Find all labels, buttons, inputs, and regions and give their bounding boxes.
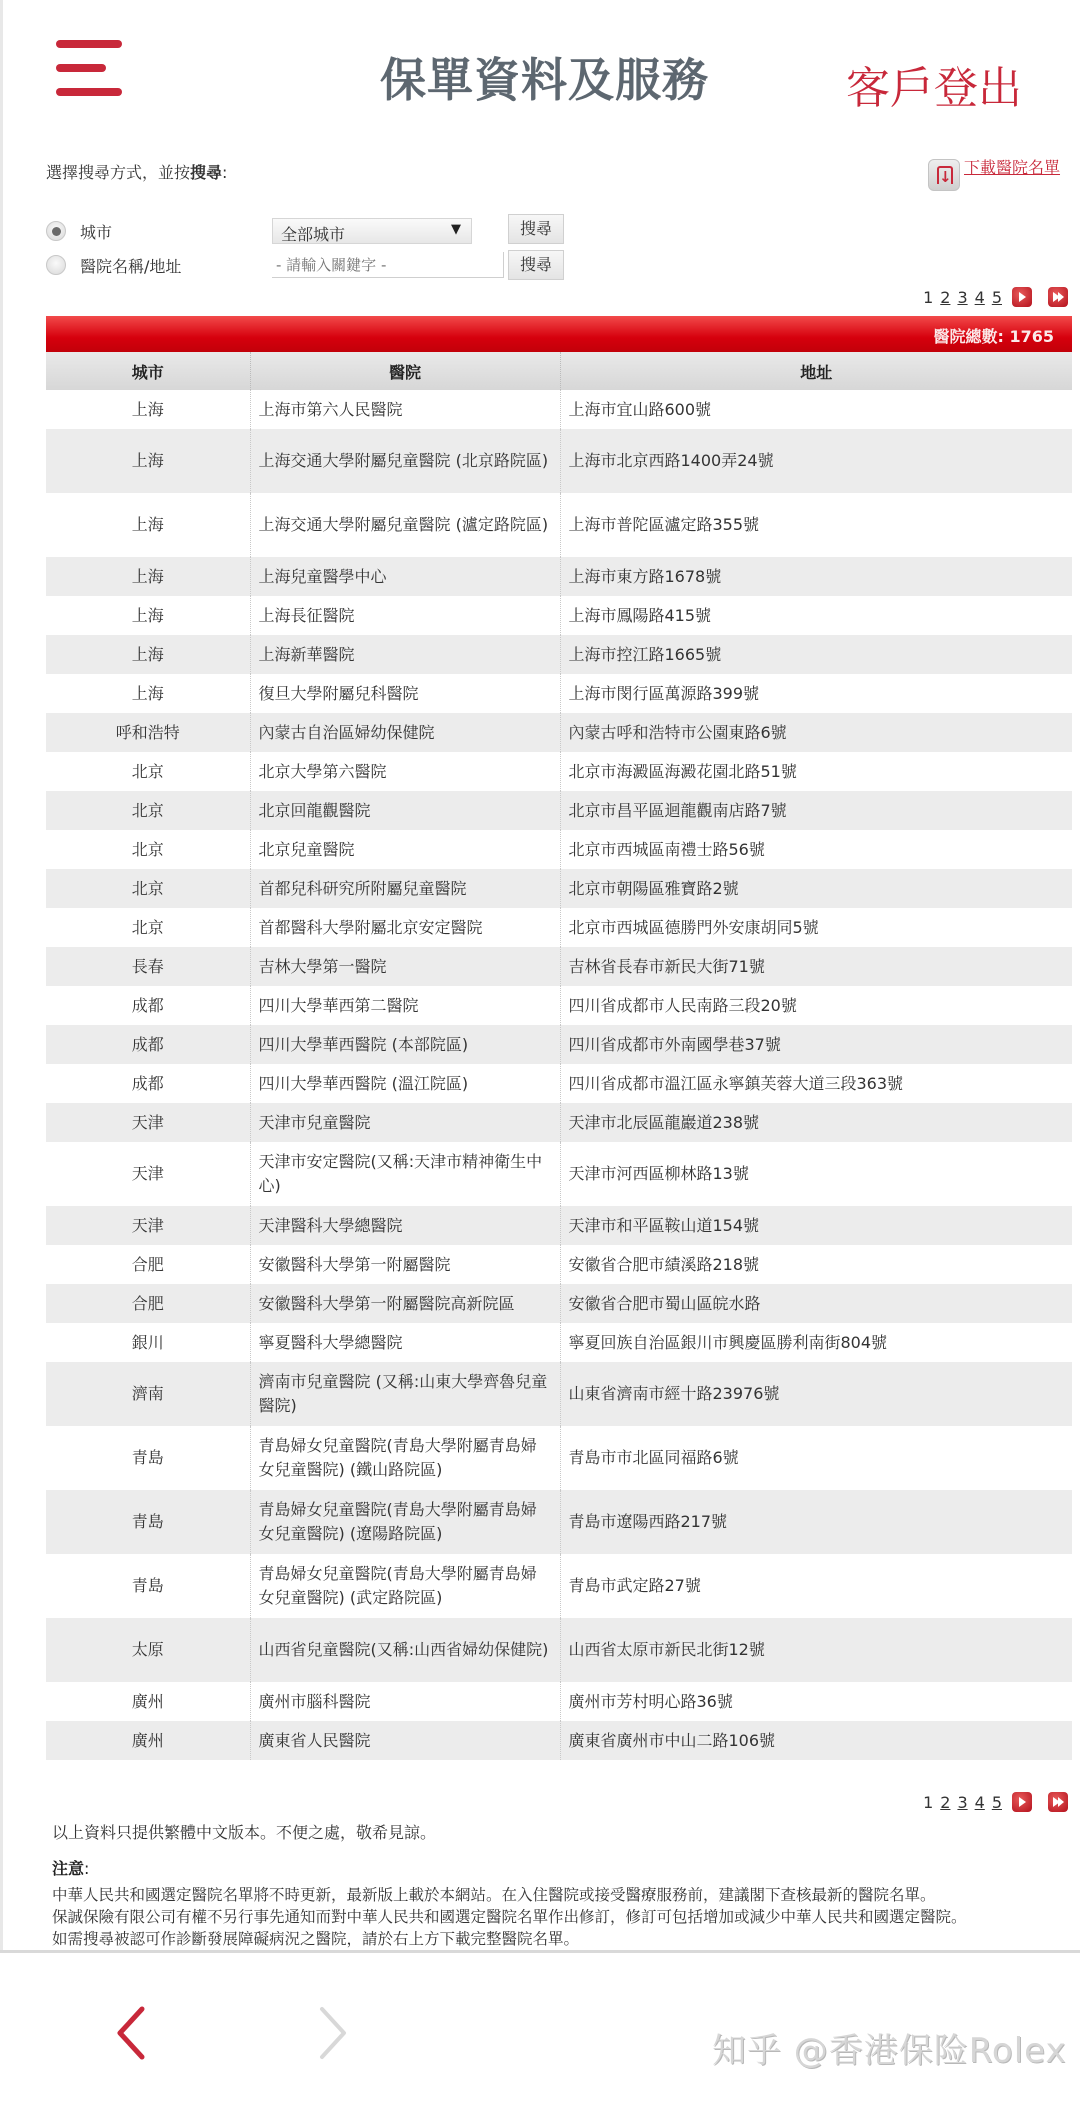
hospital-cell: 青島婦女兒童醫院(青島大學附屬青島婦女兒童醫院) (鐵山路院區) xyxy=(250,1426,560,1490)
hospital-cell: 青島婦女兒童醫院(青島大學附屬青島婦女兒童醫院) (遼陽路院區) xyxy=(250,1490,560,1554)
download-hospital-list-link[interactable] xyxy=(928,155,1060,189)
city-cell: 濟南 xyxy=(46,1362,250,1426)
city-cell: 呼和浩特 xyxy=(46,713,250,752)
dropdown-arrow-icon: ▼ xyxy=(451,222,461,237)
watermark: 知乎 @香港保险Rolex xyxy=(712,2031,1067,2071)
hospital-cell: 天津市安定醫院(又稱:天津市精神衛生中心) xyxy=(250,1142,560,1206)
city-cell: 上海 xyxy=(46,390,250,429)
search-option-city xyxy=(46,216,113,246)
address-cell: 上海市宜山路600號 xyxy=(560,390,1072,429)
city-cell: 上海 xyxy=(46,493,250,557)
table-title-bar xyxy=(46,316,1072,352)
search-option-keyword xyxy=(46,250,182,280)
city-select-value: 全部城市 xyxy=(281,225,346,244)
page-3[interactable]: 3 xyxy=(957,1792,968,1812)
address-cell: 天津市河西區柳林路13號 xyxy=(560,1142,1072,1206)
page-2[interactable]: 2 xyxy=(940,1792,951,1812)
instruction-colon: : xyxy=(222,163,228,182)
search-instruction xyxy=(46,160,227,183)
keyword-radio-label: 醫院名稱/地址 xyxy=(80,256,182,276)
table-row xyxy=(46,1323,1072,1362)
hospital-cell: 上海交通大學附屬兒童醫院 (瀘定路院區) xyxy=(250,493,560,557)
keyword-radio[interactable] xyxy=(46,255,66,275)
hospital-cell: 安徽醫科大學第一附屬醫院 xyxy=(250,1245,560,1284)
page-5[interactable]: 5 xyxy=(991,1792,1002,1812)
logout-button[interactable]: 客戶登出 xyxy=(846,63,1022,114)
table-row xyxy=(46,791,1072,830)
address-cell: 四川省成都市溫江區永寧鎮芙蓉大道三段363號 xyxy=(560,1064,1072,1103)
address-cell: 吉林省長春市新民大街71號 xyxy=(560,947,1072,986)
table-row xyxy=(46,1618,1072,1682)
pagination-bottom xyxy=(916,1790,1068,1814)
table-row xyxy=(46,1103,1072,1142)
city-cell: 北京 xyxy=(46,752,250,791)
city-cell: 青島 xyxy=(46,1554,250,1618)
address-cell: 上海市北京西路1400弄24號 xyxy=(560,429,1072,493)
notice-line: 中華人民共和國選定醫院名單將不時更新，最新版上載於本網站。在入住醫院或接受醫療服務前，建議閣下查核最新的醫院名單。 xyxy=(52,1886,936,1904)
hospital-cell: 四川大學華西醫院 (溫江院區) xyxy=(250,1064,560,1103)
column-header-city: 城市 xyxy=(46,352,250,390)
city-cell: 長春 xyxy=(46,947,250,986)
city-cell: 合肥 xyxy=(46,1245,250,1284)
last-page-icon[interactable] xyxy=(1048,1792,1068,1812)
table-row xyxy=(46,1682,1072,1721)
page-2[interactable]: 2 xyxy=(940,287,951,307)
address-cell: 天津市北辰區龍巖道238號 xyxy=(560,1103,1072,1142)
address-cell: 北京市西城區德勝門外安康胡同5號 xyxy=(560,908,1072,947)
address-cell: 上海市閔行區萬源路399號 xyxy=(560,674,1072,713)
table-row xyxy=(46,429,1072,493)
next-page-icon[interactable] xyxy=(1012,1792,1032,1812)
table-row xyxy=(46,674,1072,713)
address-cell: 北京市昌平區迴龍觀南店路7號 xyxy=(560,791,1072,830)
table-row xyxy=(46,1284,1072,1323)
table-row xyxy=(46,390,1072,429)
city-radio[interactable] xyxy=(46,221,66,241)
address-cell: 上海市東方路1678號 xyxy=(560,557,1072,596)
address-cell: 上海市鳳陽路415號 xyxy=(560,596,1072,635)
hamburger-menu-icon[interactable] xyxy=(56,40,124,96)
table-row xyxy=(46,1142,1072,1206)
hospital-cell: 安徽醫科大學第一附屬醫院高新院區 xyxy=(250,1284,560,1323)
hospital-cell: 濟南市兒童醫院 (又稱:山東大學齊魯兒童醫院) xyxy=(250,1362,560,1426)
city-cell: 北京 xyxy=(46,908,250,947)
city-cell: 上海 xyxy=(46,674,250,713)
table-row xyxy=(46,1721,1072,1760)
table-row xyxy=(46,908,1072,947)
table-row xyxy=(46,1554,1072,1618)
table-row xyxy=(46,1490,1072,1554)
keyword-input[interactable] xyxy=(272,252,504,278)
hospital-cell: 首都醫科大學附屬北京安定醫院 xyxy=(250,908,560,947)
page-title: 保單資料及服務 xyxy=(380,53,709,107)
city-cell: 上海 xyxy=(46,429,250,493)
hospital-cell: 寧夏醫科大學總醫院 xyxy=(250,1323,560,1362)
address-cell: 寧夏回族自治區銀川市興慶區勝利南街804號 xyxy=(560,1323,1072,1362)
notice-body xyxy=(52,1884,1072,1950)
hospital-cell: 北京回龍觀醫院 xyxy=(250,791,560,830)
city-select[interactable] xyxy=(272,218,472,244)
table-row xyxy=(46,1206,1072,1245)
table-row xyxy=(46,1426,1072,1490)
city-cell: 青島 xyxy=(46,1490,250,1554)
table-row xyxy=(46,947,1072,986)
city-cell: 青島 xyxy=(46,1426,250,1490)
address-cell: 上海市普陀區瀘定路355號 xyxy=(560,493,1072,557)
address-cell: 青島市市北區同福路6號 xyxy=(560,1426,1072,1490)
column-header-hospital: 醫院 xyxy=(250,352,560,390)
page-1: 1 xyxy=(923,287,934,307)
header xyxy=(0,0,1080,150)
hospital-cell: 上海兒童醫學中心 xyxy=(250,557,560,596)
city-cell: 成都 xyxy=(46,986,250,1025)
column-header-address: 地址 xyxy=(560,352,1072,390)
page-4[interactable]: 4 xyxy=(974,287,985,307)
city-cell: 廣州 xyxy=(46,1721,250,1760)
next-page-icon[interactable] xyxy=(1012,287,1032,307)
address-cell: 安徽省合肥市績溪路218號 xyxy=(560,1245,1072,1284)
table-row xyxy=(46,713,1072,752)
notice-line: 如需搜尋被認可作診斷發展障礙病況之醫院，請於右上方下載完整醫院名單。 xyxy=(52,1930,580,1948)
hospital-cell: 北京兒童醫院 xyxy=(250,830,560,869)
address-cell: 安徽省合肥市蜀山區皖水路 xyxy=(560,1284,1072,1323)
table-row xyxy=(46,557,1072,596)
hospital-cell: 四川大學華西第二醫院 xyxy=(250,986,560,1025)
city-cell: 北京 xyxy=(46,869,250,908)
address-cell: 上海市控江路1665號 xyxy=(560,635,1072,674)
chevron-right-icon[interactable] xyxy=(312,2005,352,2061)
notice-heading-colon: : xyxy=(84,1859,90,1878)
search-keyword-button[interactable]: 搜尋 xyxy=(508,250,564,280)
hospital-cell: 四川大學華西醫院 (本部院區) xyxy=(250,1025,560,1064)
table-row xyxy=(46,1025,1072,1064)
hospital-cell: 內蒙古自治區婦幼保健院 xyxy=(250,713,560,752)
address-cell: 北京市海澱區海澱花園北路51號 xyxy=(560,752,1072,791)
city-cell: 太原 xyxy=(46,1618,250,1682)
language-note: 以上資料只提供繁體中文版本。不便之處，敬希見諒。 xyxy=(52,1823,437,1842)
city-cell: 天津 xyxy=(46,1103,250,1142)
hospital-total-count: 醫院總數: 1765 xyxy=(933,327,1054,346)
address-cell: 北京市朝陽區雅寶路2號 xyxy=(560,869,1072,908)
download-label: 下載醫院名單 xyxy=(964,158,1061,177)
table-row xyxy=(46,493,1072,557)
table-row xyxy=(46,752,1072,791)
city-cell: 銀川 xyxy=(46,1323,250,1362)
hospital-cell: 廣東省人民醫院 xyxy=(250,1721,560,1760)
hospital-cell: 吉林大學第一醫院 xyxy=(250,947,560,986)
table-row xyxy=(46,830,1072,869)
pagination-top xyxy=(916,285,1068,309)
hospital-cell: 青島婦女兒童醫院(青島大學附屬青島婦女兒童醫院) (武定路院區) xyxy=(250,1554,560,1618)
last-page-icon[interactable] xyxy=(1048,287,1068,307)
address-cell: 廣東省廣州市中山二路106號 xyxy=(560,1721,1072,1760)
chevron-left-icon[interactable] xyxy=(112,2005,152,2061)
city-cell: 上海 xyxy=(46,596,250,635)
city-cell: 成都 xyxy=(46,1064,250,1103)
address-cell: 青島市武定路27號 xyxy=(560,1554,1072,1618)
table-row xyxy=(46,596,1072,635)
hospital-table xyxy=(46,352,1072,1760)
hospital-cell: 山西省兒童醫院(又稱:山西省婦幼保健院) xyxy=(250,1618,560,1682)
address-cell: 四川省成都市人民南路三段20號 xyxy=(560,986,1072,1025)
city-cell: 天津 xyxy=(46,1142,250,1206)
table-header-row xyxy=(46,352,1072,390)
table-row xyxy=(46,635,1072,674)
hospital-cell: 上海交通大學附屬兒童醫院 (北京路院區) xyxy=(250,429,560,493)
city-cell: 天津 xyxy=(46,1206,250,1245)
hospital-cell: 上海市第六人民醫院 xyxy=(250,390,560,429)
address-cell: 內蒙古呼和浩特市公園東路6號 xyxy=(560,713,1072,752)
page-3[interactable]: 3 xyxy=(957,287,968,307)
city-cell: 合肥 xyxy=(46,1284,250,1323)
page-edge xyxy=(0,0,3,1960)
table-row xyxy=(46,986,1072,1025)
city-cell: 上海 xyxy=(46,557,250,596)
address-cell: 四川省成都市外南國學巷37號 xyxy=(560,1025,1072,1064)
city-cell: 北京 xyxy=(46,830,250,869)
notice-heading-text: 注意 xyxy=(52,1859,85,1878)
hospital-cell: 天津市兒童醫院 xyxy=(250,1103,560,1142)
page-5[interactable]: 5 xyxy=(991,287,1002,307)
city-cell: 成都 xyxy=(46,1025,250,1064)
address-cell: 北京市西城區南禮士路56號 xyxy=(560,830,1072,869)
table-row xyxy=(46,1245,1072,1284)
table-row xyxy=(46,1064,1072,1103)
download-icon xyxy=(928,159,960,191)
hospital-cell: 首都兒科研究所附屬兒童醫院 xyxy=(250,869,560,908)
instruction-text: 選擇搜尋方式，並按 xyxy=(46,163,191,182)
notice-line: 保誠保險有限公司有權不另行事先通知而對中華人民共和國選定醫院名單作出修訂，修訂可包括增加或減少中華人民共和國選定醫院。 xyxy=(52,1908,967,1926)
notice-heading xyxy=(52,1856,89,1879)
hospital-cell: 北京大學第六醫院 xyxy=(250,752,560,791)
browser-bottom-bar xyxy=(0,1950,1080,2107)
address-cell: 山西省太原市新民北街12號 xyxy=(560,1618,1072,1682)
city-cell: 北京 xyxy=(46,791,250,830)
table-row xyxy=(46,1362,1072,1426)
hospital-cell: 廣州市腦科醫院 xyxy=(250,1682,560,1721)
table-row xyxy=(46,869,1072,908)
address-cell: 天津市和平區鞍山道154號 xyxy=(560,1206,1072,1245)
address-cell: 山東省濟南市經十路23976號 xyxy=(560,1362,1072,1426)
city-radio-label: 城市 xyxy=(80,222,113,242)
hospital-cell: 天津醫科大學總醫院 xyxy=(250,1206,560,1245)
search-city-button[interactable]: 搜尋 xyxy=(508,214,564,244)
page-4[interactable]: 4 xyxy=(974,1792,985,1812)
address-cell: 青島市遼陽西路217號 xyxy=(560,1490,1072,1554)
city-cell: 上海 xyxy=(46,635,250,674)
page-1: 1 xyxy=(923,1792,934,1812)
hospital-cell: 上海長征醫院 xyxy=(250,596,560,635)
city-cell: 廣州 xyxy=(46,1682,250,1721)
hospital-cell: 復旦大學附屬兒科醫院 xyxy=(250,674,560,713)
address-cell: 廣州市芳村明心路36號 xyxy=(560,1682,1072,1721)
hospital-cell: 上海新華醫院 xyxy=(250,635,560,674)
instruction-bold-text: 搜尋 xyxy=(190,163,223,182)
